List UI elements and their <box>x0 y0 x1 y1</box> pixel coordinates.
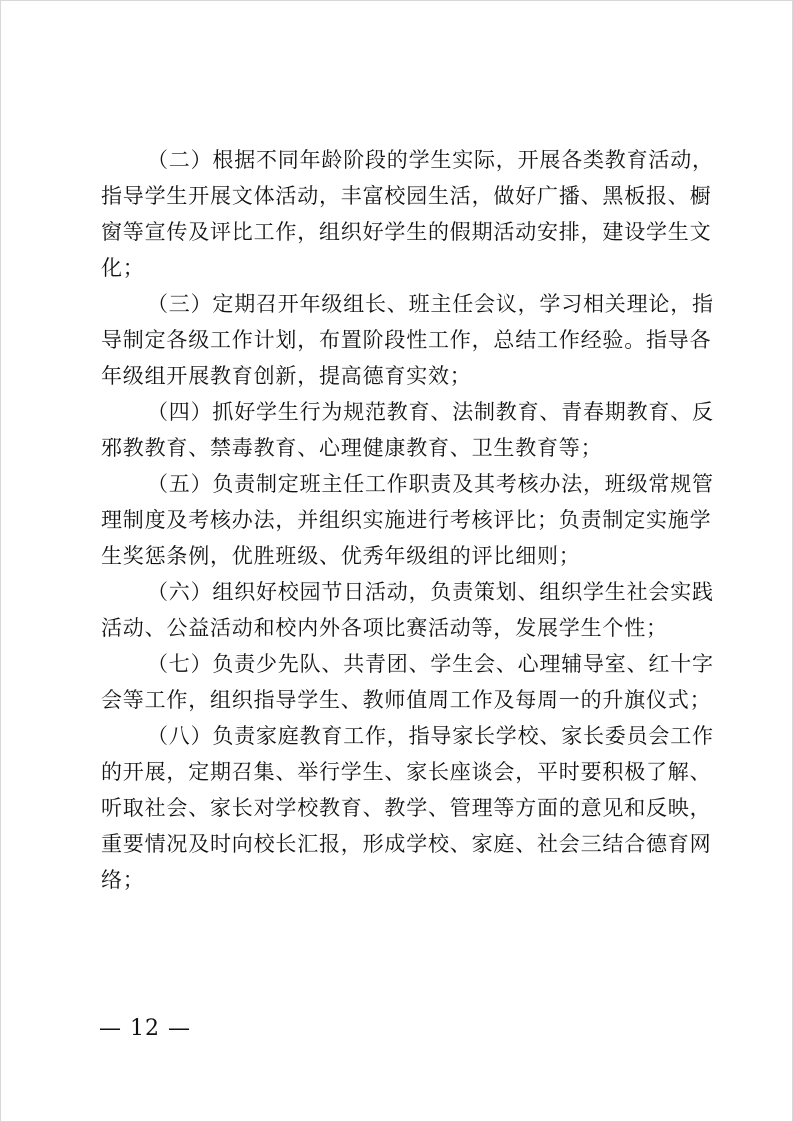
text-line: 理制度及考核办法，并组织实施进行考核评比；负责制定实施学 <box>101 508 712 532</box>
text-line: 听取社会、家长对学校教育、教学、管理等方面的意见和反映， <box>101 796 712 820</box>
text-line: 会等工作，组织指导学生、教师值周工作及每周一的升旗仪式； <box>101 688 712 712</box>
text-line: 化； <box>101 256 145 280</box>
text-line: 生奖惩条例，优胜班级、优秀年级组的评比细则； <box>101 544 581 568</box>
text-line: （二）根据不同年龄阶段的学生实际，开展各类教育活动， <box>147 148 714 172</box>
text-line: 的开展，定期召集、举行学生、家长座谈会，平时要积极了解、 <box>101 760 712 784</box>
text-line: （五）负责制定班主任工作职责及其考核办法，班级常规管 <box>147 472 714 496</box>
text-line: 年级组开展教育创新，提高德育实效； <box>101 364 472 388</box>
text-line: （六）组织好校园节日活动，负责策划、组织学生社会实践 <box>147 580 714 604</box>
page-number: — 12 — <box>99 1016 191 1041</box>
text-line: 窗等宣传及评比工作，组织好学生的假期活动安排，建设学生文 <box>101 220 712 244</box>
text-line: 邪教教育、禁毒教育、心理健康教育、卫生教育等； <box>101 436 603 460</box>
text-line: 重要情况及时向校长汇报，形成学校、家庭、社会三结合德育网 <box>101 832 712 856</box>
text-line: 指导学生开展文体活动，丰富校园生活，做好广播、黑板报、橱 <box>101 184 712 208</box>
text-line: （四）抓好学生行为规范教育、法制教育、青春期教育、反 <box>147 400 714 424</box>
text-line: （八）负责家庭教育工作，指导家长学校、家长委员会工作 <box>147 724 714 748</box>
text-line: （三）定期召开年级组长、班主任会议，学习相关理论，指 <box>147 292 714 316</box>
text-line: 活动、公益活动和校内外各项比赛活动等，发展学生个性； <box>101 616 668 640</box>
text-line: （七）负责少先队、共青团、学生会、心理辅导室、红十字 <box>147 652 714 676</box>
text-line: 络； <box>101 868 145 892</box>
text-line: 导制定各级工作计划，布置阶段性工作，总结工作经验。指导各 <box>101 328 712 352</box>
